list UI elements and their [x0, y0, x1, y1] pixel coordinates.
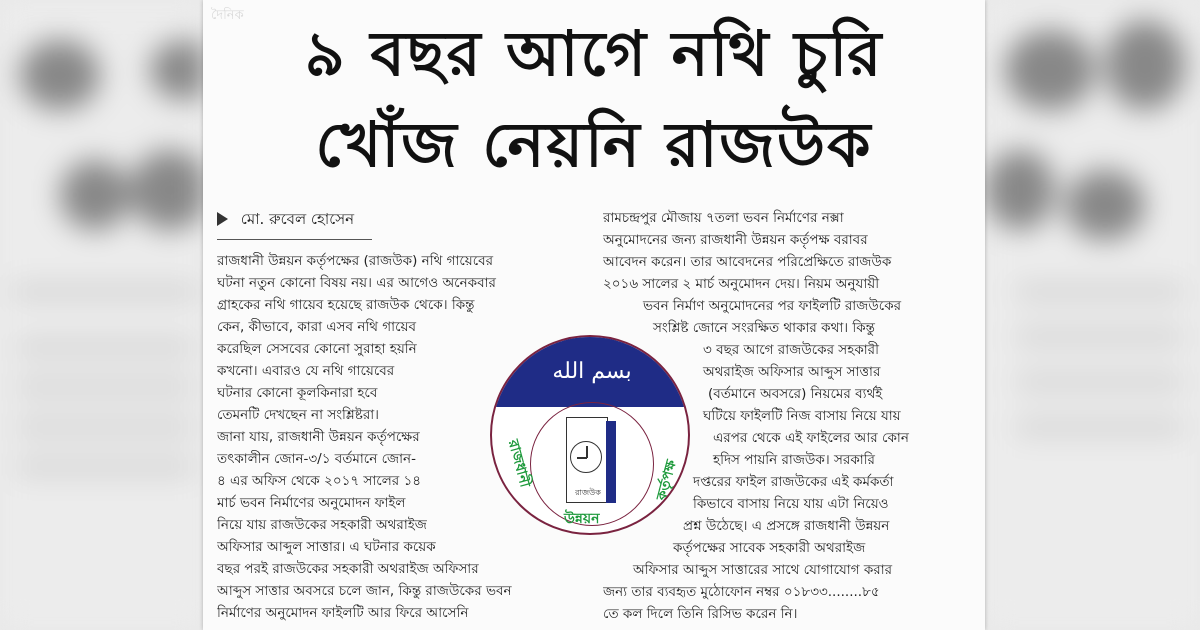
text-line: তৎকালীন জোন-৩/১ বর্তমানে জোন-: [217, 451, 416, 467]
text-line: বছর পরই রাজউকের সহকারী অথরাইজ অফিসার: [217, 561, 479, 577]
byline: [217, 208, 372, 240]
text-line: তে কল দিলে তিনি রিসিভ করেন নি।: [603, 606, 798, 622]
text-line: আবেদন করেন। তার আবেদনের পরিপ্রেক্ষিতে রাজউক: [603, 254, 892, 270]
text-line: ২০১৬ সালের ২ মার্চ অনুমোদন দেয়। নিয়ম অনুযায়ী: [603, 276, 880, 292]
text-line: অফিসার আব্দুস সাত্তারের সাথে যোগাযোগ করার: [633, 562, 893, 578]
text-line: দপ্তরের ফাইল রাজউকের এই কর্মকর্তা: [693, 474, 894, 490]
text-line: জন্য তার ব্যবহৃত মুঠোফোন নম্বর ০১৮৩৩........৮৫: [603, 584, 880, 600]
author-name: মো. রুবেল হোসেন: [240, 210, 355, 228]
logo-text-right: কর্তৃপক্ষ: [653, 458, 680, 503]
rajuk-logo: [490, 335, 690, 535]
text-line: কর্তৃপক্ষের সাবেক সহকারী অথরাইজ: [673, 540, 866, 556]
text-line: ৪ এর অফিস থেকে ২০১৭ সালের ১৪: [217, 473, 421, 489]
text-line: কেন, কীভাবে, কারা এসব নথি গায়েব: [217, 319, 416, 335]
text-line: জানা যায়, রাজধানী উন্নয়ন কর্তৃপক্ষের: [217, 429, 420, 445]
text-line: নিয়ে যায় রাজউকের সহকারী অথরাইজ: [217, 517, 427, 533]
text-line: সংশ্লিষ্ট জোনে সংরক্ষিত থাকার কথা। কিন্তু: [653, 320, 875, 336]
text-line: হদিস পায়নি রাজউক। সরকারি: [713, 452, 875, 468]
clock-icon: [570, 441, 602, 473]
text-line: প্রশ্ন উঠেছে। এ প্রসঙ্গে রাজধানী উন্নয়ন: [683, 518, 890, 534]
blurred-background-right: [985, 0, 1200, 630]
text-line: ৩ বছর আগে রাজউকের সহকারী: [703, 342, 879, 358]
text-line: রামচন্দ্রপুর মৌজায় ৭তলা ভবন নির্মাণের নক্সা: [603, 210, 844, 226]
text-line: ঘটনা নতুন কোনো বিষয় নয়। এর আগেও অনেকবার: [217, 275, 496, 291]
headline-line-2: খোঁজ নেয়নি রাজউক: [315, 108, 873, 181]
text-line: রাজধানী উন্নয়ন কর্তৃপক্ষের (রাজউক) নথি গায়েবের: [217, 253, 494, 269]
text-line: (বর্তমানে অবসরে) নিয়মের ব্যর্থই: [708, 386, 883, 402]
text-line: আব্দুস সাত্তার অবসরে চলে জান, কিন্তু রাজউকের ভবন: [217, 583, 512, 599]
text-line: নির্মাণের অনুমোদন ফাইলটি আর ফিরে আসেনি: [217, 605, 469, 621]
headline-line-1: ৯ বছর আগে নথি চুরি: [304, 17, 884, 90]
text-line: ঘটিয়ে ফাইলটি নিজ বাসায় নিয়ে যায়: [703, 408, 901, 424]
text-line: করেছিল সেসবের কোনো সুরাহা হয়নি: [217, 341, 417, 357]
logo-calligraphy: بسم الله: [552, 359, 632, 384]
text-line: মার্চ ভবন নির্মাণের অনুমোদন ফাইল: [217, 495, 406, 511]
blurred-background-left: [0, 0, 205, 630]
masthead-ghost: দৈনিক: [211, 8, 244, 23]
text-line: এরপর থেকে এই ফাইলের আর কোন: [713, 430, 909, 446]
logo-text-bottom: উন্নয়ন: [564, 511, 600, 527]
logo-tower-label: রাজউক: [575, 488, 601, 497]
text-line: কিভাবে বাসায় নিয়ে যায় এটা নিয়েও: [693, 496, 889, 512]
text-line: তেমনটি দেখছেন না সংশ্লিষ্টরা।: [217, 407, 379, 423]
text-line: ভবন নির্মাণ অনুমোদনের পর ফাইলটি রাজউকের: [643, 298, 902, 314]
logo-text-left: রাজধানী: [504, 438, 533, 490]
text-line: ঘটনার কোনো কূলকিনারা হবে: [217, 385, 378, 401]
text-line: অনুমোদনের জন্য রাজধানী উন্নয়ন কর্তৃপক্ষ বরাবর: [603, 232, 868, 248]
text-line: অথরাইজ অফিসার আব্দুস সাত্তার: [703, 364, 881, 380]
newspaper-clipping: [203, 0, 985, 630]
text-line: কখনো। এবারও যে নথি গায়েবের: [217, 363, 395, 379]
text-line: অফিসার আব্দুল সাত্তার। এ ঘটনার কয়েক: [217, 539, 436, 555]
text-line: গ্রাহকের নথি গায়েব হয়েছে রাজউক থেকে। কিন্তু: [217, 297, 475, 313]
arrow-right-icon: [217, 212, 228, 226]
